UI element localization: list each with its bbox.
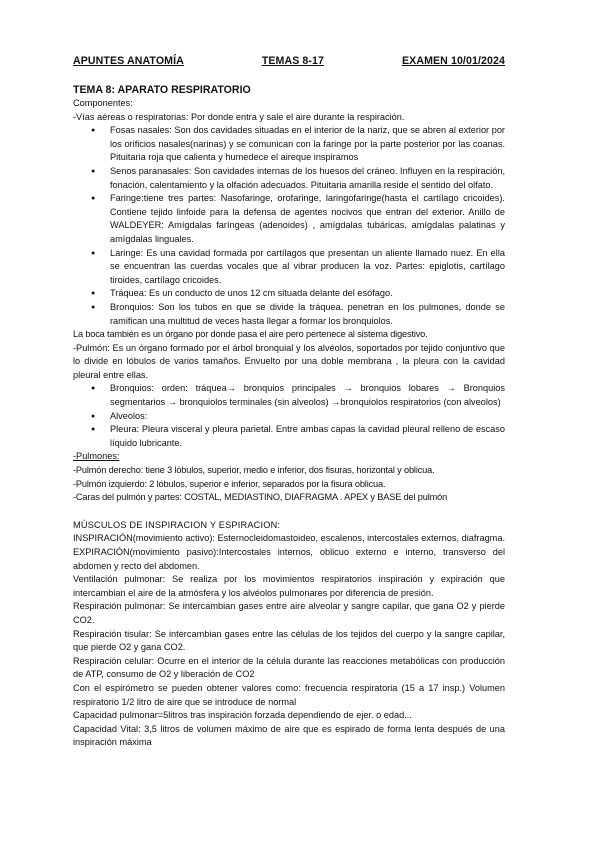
boca-note: La boca también es un órgano por donde pasa el aire pero pertenece al sistema digestivo. [73, 329, 428, 340]
header-topics: TEMAS 8-17 [261, 55, 325, 67]
respiracion-tisular: Respiración tisular: Se intercambian gases entre las células de los tejidos del cuerpo y la sangre capilar, que pierde O2 y gana CO2. [73, 628, 505, 653]
list-item: ● Pleura: Pleura visceral y pleura parietal. Entre ambas capas la cavidad pleural relleno de escaso líquido lubricante. [110, 423, 505, 450]
list-item: ● Senos paranasales: Son cavidades internas de los huesos del cráneo. Influyen en la respiración, fonación, calentamiento y la olfación adecuados. Pituitaria amarilla reside el sentido del olfato. [110, 165, 505, 192]
pulmon-intro: -Pulmón: Es un órgano formado por el árbol bronquial y los alvéolos, soportados por tejido conjuntivo que lo divide en lóbulos de varios tamaños. Envuelto por una doble membrana , la pleura con la cavidad pleural entre ellas. [73, 342, 505, 380]
componentes-label: Componentes: [73, 98, 133, 108]
list-item: ● Tráquea: Es un conducto de unos 12 cm situada delante del esófago. [110, 287, 505, 301]
list-item: ● Alveolos: [110, 410, 505, 424]
list-item: ● Laringe: Es una cavidad formada por cartílagos que presentan un aliente llamado nuez. En ella se encuentran las cuerdas vocales que al vibrar producen la voz. Partes: epiglotis, cartílago tiroides, cartílago cricoides. [110, 247, 505, 288]
expiracion: EXPIRACIÓN(movimiento pasivo):Intercostales internos, oblicuo externo e interno, transverso del abdomen y recto del abdomen. [73, 547, 505, 571]
section-title: TEMA 8: APARATO RESPIRATORIO [73, 84, 251, 96]
list-item: ● Fosas nasales: Son dos cavidades situadas en el interior de la nariz, que se abren al exterior por los orificios nasales(narinas) y se comunican con la faringe por la parte posterior por las coanas. Pituitaria roja que calienta y humedece el aireque inspiramos [110, 124, 505, 165]
pulmon-list [73, 382, 505, 450]
respiracion-celular: Respiración celular: Ocurre en el interior de la célula durante las reacciones metabólicas con producción de ATP, consumo de O2 y liberación de CO2 [73, 655, 505, 680]
capacidad-pulmonar: Capacidad pulmonar=5litros tras inspiración forzada dependiendo de ejer. o edad... [73, 710, 412, 721]
capacidad-vital: Capacidad Vital: 3,5 litros de volumen máximo de aire que es espirado de forma lenta después de una inspiración máxima [73, 723, 505, 748]
inspiracion: INSPIRACIÓN(movimiento activo): Esternocleidomastoideo, escalenos, intercostales externos, diafragma. [73, 533, 505, 544]
document-page [73, 55, 505, 750]
ventilacion-pulmonar: Ventilación pulmonar: Se realiza por los movimientos respiratorios inspiración y expiración que intercambian el aire de la atmósfera y los alvéolos pulmonares por diferencia de presión. [73, 574, 505, 598]
list-item: ● Bronquios: Son los tubos en que se divide la tráquea. penetran en los pulmones, donde se ramifican una multitud de veces hasta llegar a formar los bronquiolos. [110, 301, 505, 328]
list-item: ● Faringe:tiene tres partes: Nasofaringe, orofaringe, laringofaringe(hasta el cartílago cricoides). Contiene tejido linfoide para la defensa de agentes nocivos que entran del exterior. Anillo de WALDEYER: Amígdalas faríngeas (adenoides) , amígdalas tubáricas, amígdalas palatinas y amígdalas linguales. [110, 192, 505, 246]
vias-list [73, 124, 505, 328]
header-subject: APUNTES ANATOMÍA [73, 55, 184, 67]
pulmon-izquierdo: -Pulmón izquierdo: 2 lóbulos, superior e inferior, separados por la fisura oblicua. [73, 478, 386, 489]
espirometro: Con el espirómetro se pueden obtener valores como: frecuencia respiratoria (15 a 17 insp.) Volumen respiratorio 1/2 litro de aire que se introduce de normal [73, 682, 505, 707]
musculos-heading: MÚSCULOS DE INSPIRACION Y ESPIRACION: [73, 519, 281, 530]
caras-pulmon: -Caras del pulmón y partes: COSTAL, MEDIASTINO, DIAFRAGMA . APEX y BASE del pulmón [73, 492, 448, 503]
page-header [73, 55, 505, 67]
list-item: ● Bronquios: orden: tráquea→ bronquios principales → bronquios lobares → Bronquios segmentarios → bronquiolos terminales (sin alveolos) →bronquiolos respiratorios (con alveolos) [110, 382, 505, 409]
vias-intro: -Vías aéreas o respiratorias: Por donde entra y sale el aire durante la respiración. [73, 111, 405, 122]
header-exam-date: EXAMEN 10/01/2024 [401, 55, 505, 67]
respiracion-pulmonar: Respiración pulmonar: Se intercambian gases entre aire alveolar y sangre capilar, que gana O2 y pierde CO2. [73, 601, 505, 625]
pulmones-heading: -Pulmones: [73, 451, 120, 462]
pulmon-derecho: -Pulmón derecho: tiene 3 lóbulos, superior, medio e inferior, dos fisuras, horizontal y oblicua. [73, 465, 435, 476]
spacer [73, 505, 505, 519]
